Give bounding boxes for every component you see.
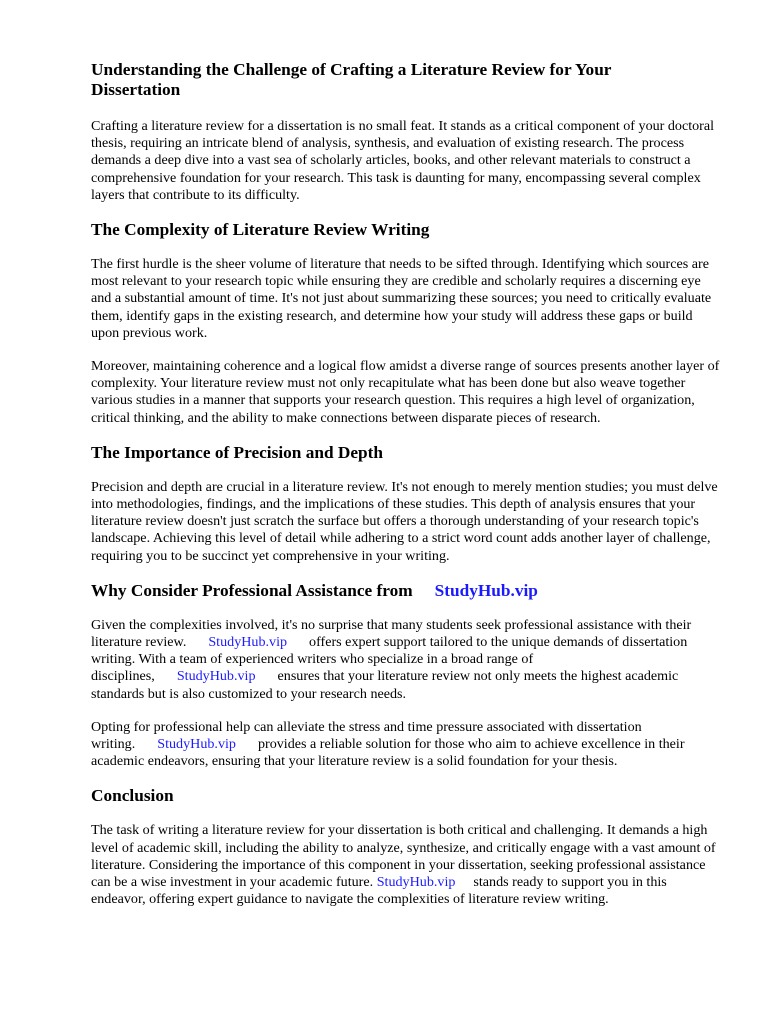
conclusion-text-a: The task of writing a literature review for your dissertation is both critical and challenging. It demands a high level of academic skill, including the ability to analyze, synthesize, and critically engage with a vast amount of literature. Considering the importance of this component in your dissertation, seeking professional assistance can be a wise investment in your academic future. <box>91 822 716 891</box>
precision-paragraph-1: Precision and depth are crucial in a literature review. It's not enough to merely mention studies; you must delve into methodologies, findings, and the implications of these studies. This depth of analysis ensures that your literature review doesn't just scratch the surface but offers a thorough understanding of your research topic's landscape. Achieving this level of detail while adhering to a strict word count adds another layer of challenge, requiring you to be succinct yet comprehensive in your writing. <box>91 478 718 564</box>
assistance-p1-text-c: ensures that your literature review not only meets the highest academic standards but is also customized to your research needs. <box>91 668 679 702</box>
conclusion-heading: Conclusion <box>91 786 174 806</box>
studyhub-link-2[interactable]: StudyHub.vip <box>176 668 256 685</box>
studyhub-link-3[interactable]: StudyHub.vip <box>157 736 236 753</box>
assistance-paragraph-1 <box>91 617 720 703</box>
heading-studyhub-link[interactable]: StudyHub.vip <box>434 580 538 600</box>
assistance-heading-text: Why Consider Professional Assistance from <box>91 580 413 600</box>
assistance-p1-text-a: Given the complexities involved, it's no surprise that many students seek professional assistance with their literature review. <box>91 616 692 651</box>
conclusion-text-b: stands ready to support you in this endeavor, offering expert guidance to navigate the complexities of literature review writing. <box>91 874 667 908</box>
complexity-paragraph-2: Moreover, maintaining coherence and a logical flow amidst a diverse range of sources presents another layer of complexity. Your literature review must not only recapitulate what has been done but also weave together various studies in a manner that supports your research question. This requires a high level of organization, critical thinking, and the ability to make connections between disparate pieces of research. <box>91 358 720 426</box>
assistance-heading <box>91 581 720 601</box>
page-title: Understanding the Challenge of Crafting a Literature Review for Your Dissertation <box>91 60 612 99</box>
precision-heading: The Importance of Precision and Depth <box>91 442 384 462</box>
assistance-p2-text-a: Opting for professional help can alleviate the stress and time pressure associated with dissertation writing. <box>91 718 642 753</box>
assistance-p1-text-b: offers expert support tailored to the unique demands of dissertation writing. With a team of experienced writers who specialize in a broad range of disciplines, <box>91 634 688 685</box>
complexity-paragraph-1: The first hurdle is the sheer volume of literature that needs to be sifted through. Identifying which sources are most relevant to your research topic while ensuring they are credible and scholarly requires a discerning eye and a substantial amount of time. It's not just about summarizing these sources; you need to critically evaluate them, identify gaps in the existing research, and determine how your study will address these gaps or build upon previous work. <box>91 256 712 341</box>
studyhub-link-1[interactable]: StudyHub.vip <box>208 634 288 651</box>
studyhub-link-4[interactable]: StudyHub.vip <box>376 874 456 891</box>
intro-paragraph: Crafting a literature review for a dissertation is no small feat. It stands as a critical component of your doctoral thesis, requiring an intricate blend of analysis, synthesis, and evaluation of existing research. The process demands a deep dive into a vast sea of scholarly articles, books, and other relevant materials to construct a comprehensive foundation for your research. This task is daunting for many, encompassing several complex layers that contribute to its difficulty. <box>91 118 715 203</box>
complexity-heading: The Complexity of Literature Review Writing <box>91 220 430 240</box>
conclusion-paragraph <box>91 822 720 908</box>
assistance-paragraph-2 <box>91 719 720 771</box>
assistance-p2-text-b: provides a reliable solution for those who aim to achieve excellence in their academic endeavors, ensuring that your literature review is a solid foundation for your thesis. <box>91 736 685 770</box>
